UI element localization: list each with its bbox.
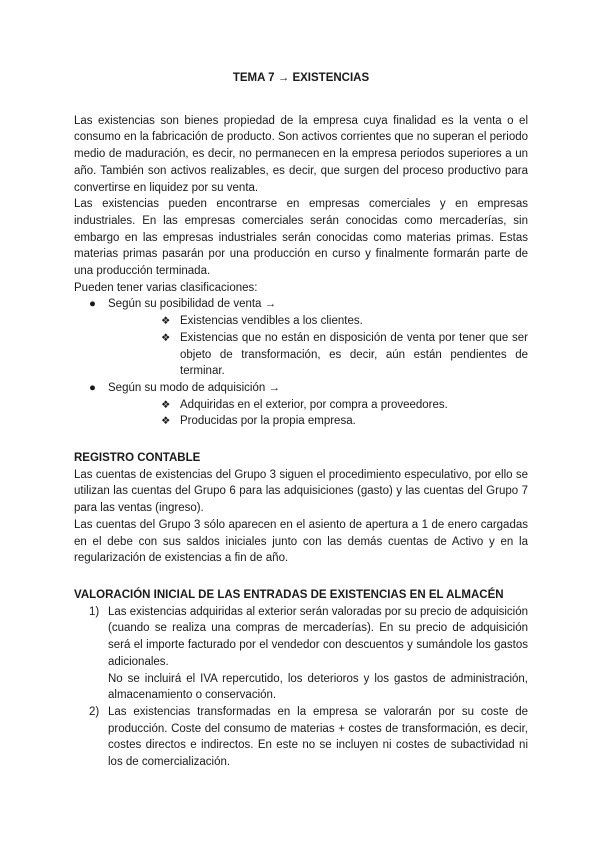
bullet-icon: ● xyxy=(89,298,96,311)
registro-paragraph-1: Las cuentas de existencias del Grupo 3 siguen el procedimiento especulativo, por ello se utilizan las cuentas del Grupo 6 para las adquisiciones (gasto) y las cuentas del Grupo 7 para las ventas (ingreso). xyxy=(74,468,528,515)
sub-item-text: Adquiridas en el exterior, por compra a proveedores. xyxy=(180,398,448,411)
sub-item xyxy=(108,397,528,414)
diamond-bullet-icon: ❖ xyxy=(161,331,171,344)
intro-paragraph-2: Las existencias pueden encontrarse en empresas comerciales y en empresas industriales. En las empresas comerciales serán conocidas como mercaderías, sin embargo en las empresas industriales serán conocidas como materias primas. Estas materias primas pasarán por una producción en curso y finalmente formarán parte de una producción terminada. xyxy=(74,198,528,278)
sub-item-text: Existencias vendibles a los clientes. xyxy=(180,315,363,328)
valoracion-item-text: Las existencias adquiridas al exterior serán valoradas por su precio de adquisición (cuando se realiza una compras de mercaderías). En su precio de adquisición será el importe facturado por el vendedor con descuentos y sumándole los gastos adicionales. xyxy=(108,605,528,668)
classification-sublist xyxy=(108,313,528,380)
classification-list xyxy=(74,296,528,430)
bullet-icon: ● xyxy=(89,381,96,394)
valoracion-item-note: No se incluirá el IVA repercutido, los deterioros y los gastos de administración, almacenamiento o conservación. xyxy=(108,672,528,702)
valoracion-item-text: Las existencias transformadas en la empresa se valorarán por su coste de producción. Coste del consumo de materias + costes de transformación, es decir, costes directos e indirectos. En este no se incluyen ni costes de subactividad ni los de comercialización. xyxy=(108,705,528,769)
valoracion-list xyxy=(74,604,528,771)
sub-item-text: Producidas por la propia empresa. xyxy=(180,415,356,428)
item-number: 2) xyxy=(89,705,100,718)
classification-label: Según su modo de adquisición → xyxy=(108,381,280,394)
sub-item-text: Existencias que no están en disposición de venta por tener que ser objeto de transformación, es decir, aún están pendientes de terminar. xyxy=(180,331,528,378)
item-number: 1) xyxy=(89,605,100,618)
page-title: TEMA 7 → EXISTENCIAS xyxy=(232,72,370,84)
classification-sublist xyxy=(108,397,528,430)
diamond-bullet-icon: ❖ xyxy=(161,415,171,428)
valoracion-item xyxy=(74,704,528,771)
sub-item xyxy=(108,413,528,430)
intro-paragraph-1: Las existencias son bienes propiedad de la empresa cuya finalidad es la venta o el consumo en la fabricación de producto. Son activos corrientes que no superan el periodo medio de maduración, es decir, no permanecen en la empresa periodos superiores a un año. También son activos realizables, es decir, que surgen del proceso productivo para convertirse en liquidez por su venta. xyxy=(74,114,528,194)
diamond-bullet-icon: ❖ xyxy=(161,315,171,328)
valoracion-section xyxy=(74,587,528,771)
registro-paragraph-2: Las cuentas del Grupo 3 sólo aparecen en el asiento de apertura a 1 de enero cargadas en el debe con sus saldos iniciales junto con las demás cuentas de Activo y en la regularización de existencias a fin de año. xyxy=(74,518,528,565)
registro-heading: REGISTRO CONTABLE xyxy=(74,452,201,465)
diamond-bullet-icon: ❖ xyxy=(161,398,171,411)
sub-item xyxy=(108,313,528,330)
valoracion-item xyxy=(74,604,528,704)
classification-item xyxy=(74,380,528,430)
classification-item xyxy=(74,296,528,380)
registro-section xyxy=(74,450,528,567)
document-content xyxy=(74,70,528,771)
intro-paragraph-3: Pueden tener varias clasificaciones: xyxy=(74,281,258,294)
sub-item xyxy=(108,330,528,380)
classification-label: Según su posibilidad de venta → xyxy=(108,298,277,311)
valoracion-heading: VALORACIÓN INICIAL DE LAS ENTRADAS DE EXISTENCIAS EN EL ALMACÉN xyxy=(74,588,504,601)
